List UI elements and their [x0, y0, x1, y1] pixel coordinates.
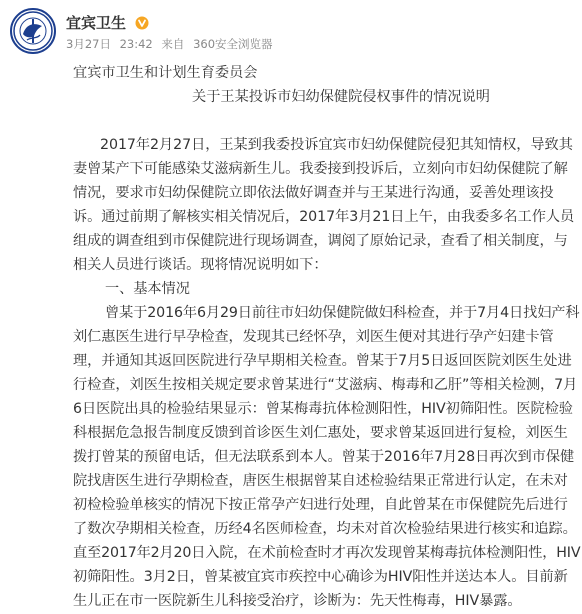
- body-line: 诉。通过前期了解核实相关情况后，2017年3月21日上午，由我委多名工作人员: [73, 209, 575, 225]
- post-meta: [66, 36, 278, 52]
- post-date[interactable]: 3月27日: [66, 37, 111, 51]
- health-emblem-icon: [12, 10, 54, 52]
- body-line: 行检查，刘医生按相关规定要求曾某进行“艾滋病、梅毒和乙肝”等相关检测，7月: [73, 377, 578, 393]
- body-line: 科根据危急报告制度反馈到首诊医生刘仁惠处，要求曾某返回进行复检，刘医生: [73, 425, 568, 441]
- body-line: 曾某于2016年6月29日前往市妇幼保健院做妇科检查，并于7月4日找妇产科: [105, 305, 580, 321]
- body-line: 情况，要求市妇幼保健院立即依法做好调查并与王某进行沟通，妥善处理该投: [73, 185, 554, 201]
- org-name: 宜宾市卫生和计划生育委员会: [73, 65, 258, 81]
- body-line: 相关人员进行谈话。现将情况说明如下：: [73, 257, 328, 273]
- body-line: 组成的调查组到市保健院进行现场调查，调阅了原始记录，查看了相关制度，与: [73, 233, 568, 249]
- body-line: 生儿正在市一医院新生儿科接受治疗，诊断为：先天性梅毒，HIV暴露。: [73, 593, 522, 609]
- post-client[interactable]: 360安全浏览器: [193, 37, 273, 51]
- verified-icon: [135, 16, 149, 34]
- post-time[interactable]: 23:42: [119, 37, 153, 51]
- body-line: 妻曾某产下可能感染艾滋病新生儿。我委接到投诉后，立刻向市妇幼保健院了解: [73, 161, 568, 177]
- account-name[interactable]: [66, 12, 149, 34]
- body-line: 刘仁惠医生进行早孕检查，发现其已经怀孕，刘医生便对其进行孕产妇建卡管: [73, 329, 554, 345]
- section-heading: 一、基本情况: [105, 281, 190, 297]
- body-line: 初筛阳性。3月2日，曾某被宜宾市疾控中心确诊为HIV阳性并送达本人。目前新: [73, 569, 568, 585]
- body-line: 理，并通知其返回医院进行孕早期相关检查。曾某于7月5日返回医院刘医生处进: [73, 353, 572, 369]
- body-line: 直至2017年2月20日入院，在术前检查时才再次发现曾某梅毒抗体检测阳性，HIV: [73, 545, 581, 561]
- body-line: 初检检验单核实的情况下按正常孕产妇进行处理，自此曾某在市保健院先后进行: [73, 497, 568, 513]
- statement-title: 关于王某投诉市妇幼保健院侵权事件的情况说明: [192, 89, 490, 105]
- post-source-prefix: 来自: [161, 37, 185, 51]
- account-avatar[interactable]: [10, 8, 56, 54]
- body-line: 6日医院出具的检验结果显示：曾某梅毒抗体检测阳性，HIV初筛阳性。医院检验: [73, 401, 573, 417]
- body-line: 院找唐医生进行孕期检查，唐医生根据曾某自述检验结果正常进行认定，在未对: [73, 473, 568, 489]
- body-line: 了数次孕期相关检查，历经4名医师检查，均未对首次检验结果进行核实和追踪。: [73, 521, 577, 537]
- body-line: 拨打曾某的预留电话，但无法联系到本人。曾某于2016年7月28日再次到市保健: [73, 449, 575, 465]
- post-header: [10, 8, 570, 60]
- body-line: 2017年2月27日，王某到我委投诉宜宾市妇幼保健院侵犯其知情权，导致其: [100, 137, 573, 153]
- account-name-text[interactable]: 宜宾卫生: [66, 14, 127, 32]
